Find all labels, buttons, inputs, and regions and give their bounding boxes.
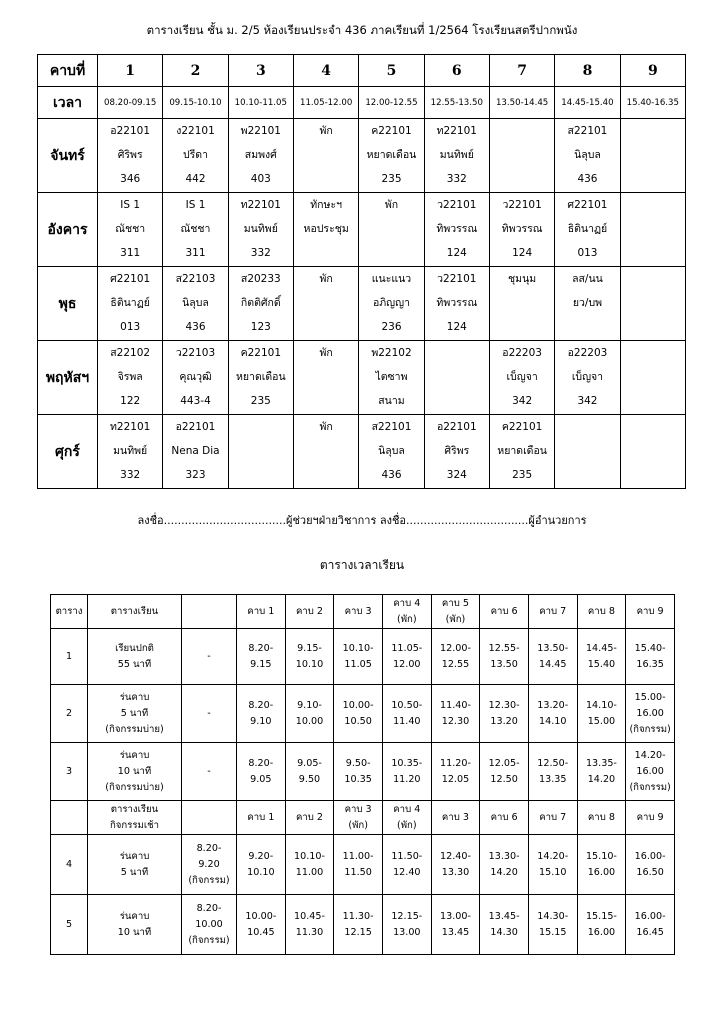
schedule-cell — [424, 193, 489, 267]
cell-line: 013 — [120, 321, 141, 333]
period-range: 9.20- 10.10 — [237, 835, 286, 895]
cell-line: ยว/บพ — [572, 297, 603, 309]
cell-line: นิลุบล — [378, 445, 405, 457]
schedule-cell — [163, 193, 228, 267]
schedule-cell — [293, 119, 358, 193]
cell-line: 124 — [446, 247, 467, 259]
period-header: คาบ 6 — [480, 595, 529, 629]
period-header — [182, 595, 237, 629]
cell-line: หยาดเดือน — [366, 149, 417, 161]
schedule-cell — [620, 193, 685, 267]
day-row — [38, 341, 686, 415]
period-header: คาบ 8 — [577, 595, 626, 629]
period-header: คาบ 6 — [480, 801, 529, 835]
cell-line: 324 — [446, 469, 467, 481]
cell-line: 332 — [120, 469, 141, 481]
cell-line: คุณวุฒิ — [179, 371, 212, 383]
cell-line: จิรพล — [117, 371, 143, 383]
cell-line: ชุมนุม — [508, 273, 537, 285]
pre-activity: - — [182, 685, 237, 743]
schedule-cell — [163, 415, 228, 489]
day-name: ศุกร์ — [38, 415, 98, 489]
cell-line: ศ22101 — [110, 273, 151, 285]
schedule-cell — [98, 193, 163, 267]
cell-line: 323 — [185, 469, 206, 481]
period-range: 13.30- 14.20 — [480, 835, 529, 895]
period-range: 13.20- 14.10 — [528, 685, 577, 743]
day-name: พฤหัสฯ — [38, 341, 98, 415]
period-range: 15.40- 16.35 — [626, 629, 675, 685]
schedule-type: ร่นคาบ 5 นาที (กิจกรรมบ่าย) — [88, 685, 182, 743]
header-row — [38, 55, 686, 87]
schedule-cell — [163, 267, 228, 341]
cell-line: 124 — [446, 321, 467, 333]
period-header: คาบ 7 — [528, 595, 577, 629]
time-data-row — [51, 685, 675, 743]
period-header: คาบ 2 — [285, 595, 334, 629]
cell-line: IS 1 — [185, 199, 206, 211]
cell-line: ทิพวรรณ — [436, 223, 478, 235]
period-range: 14.20- 15.10 — [528, 835, 577, 895]
time-data-row — [51, 835, 675, 895]
period-range: 11.05- 12.00 — [382, 629, 431, 685]
period-time: 13.50-14.45 — [489, 87, 554, 119]
period-range: 11.40- 12.30 — [431, 685, 480, 743]
cell-line: อภิญญา — [372, 297, 410, 309]
row-number: 3 — [51, 743, 88, 801]
cell-line: ว22101 — [502, 199, 542, 211]
cell-line: อ22203 — [502, 347, 542, 359]
period-header: คาบ 3 (พัก) — [334, 801, 383, 835]
schedule-cell — [424, 341, 489, 415]
period-time: 15.40-16.35 — [620, 87, 685, 119]
cell-line: 124 — [512, 247, 533, 259]
time-data-row — [51, 895, 675, 955]
blank-cell — [51, 801, 88, 835]
cell-line: หยาดเดือน — [235, 371, 286, 383]
period-header: คาบ 9 — [626, 801, 675, 835]
cell-line: Nena Dia — [171, 445, 220, 457]
period-range: 8.20- 9.15 — [237, 629, 286, 685]
schedule-cell — [293, 193, 358, 267]
schedule-cell — [359, 415, 424, 489]
row-number: 1 — [51, 629, 88, 685]
period-time: 08.20-09.15 — [98, 87, 163, 119]
cell-line: ท22101 — [110, 421, 151, 433]
period-header: คาบ 3 — [334, 595, 383, 629]
period-range: 16.00- 16.45 — [626, 895, 675, 955]
cell-line: อ22203 — [567, 347, 608, 359]
cell-line: ทิพวรรณ — [436, 297, 478, 309]
cell-line: ว22101 — [437, 199, 477, 211]
cell-line: ทักษะฯ — [310, 199, 343, 211]
period-range: 16.00- 16.50 — [626, 835, 675, 895]
period-header: คาบ 4 (พัก) — [382, 595, 431, 629]
period-range: 12.50- 13.35 — [528, 743, 577, 801]
period-range: 11.30- 12.15 — [334, 895, 383, 955]
cell-line: 436 — [185, 321, 206, 333]
time-header-row — [51, 801, 675, 835]
pre-activity: 8.20- 10.00 (กิจกรรม) — [182, 895, 237, 955]
period-range: 8.20- 9.10 — [237, 685, 286, 743]
day-name: อังคาร — [38, 193, 98, 267]
period-range: 13.45- 14.30 — [480, 895, 529, 955]
day-row — [38, 415, 686, 489]
period-range: 11.20- 12.05 — [431, 743, 480, 801]
cell-line: พัก — [319, 347, 333, 359]
period-range: 15.10- 16.00 — [577, 835, 626, 895]
period-header: คาบ 8 — [577, 801, 626, 835]
cell-line: 342 — [512, 395, 533, 407]
cell-line: อ22101 — [436, 421, 477, 433]
day-name: พุธ — [38, 267, 98, 341]
pre-activity: 8.20- 9.20 (กิจกรรม) — [182, 835, 237, 895]
period-header: คาบ 9 — [626, 595, 675, 629]
cell-line: ณัชชา — [115, 223, 146, 235]
period-range: 10.00- 10.50 — [334, 685, 383, 743]
time-data-row — [51, 743, 675, 801]
period-header: คาบ 3 — [431, 801, 480, 835]
cell-line: ทิพวรรณ — [501, 223, 543, 235]
cell-line: 311 — [185, 247, 206, 259]
cell-line: ธิตินาฏย์ — [110, 297, 150, 309]
cell-line: ปรีดา — [182, 149, 208, 161]
cell-line: ลส/นน — [572, 273, 603, 285]
schedule-cell — [163, 341, 228, 415]
cell-line: พ22102 — [371, 347, 412, 359]
cell-line: พ22101 — [240, 125, 281, 137]
day-row — [38, 267, 686, 341]
cell-line: 235 — [250, 395, 271, 407]
period-time-table — [50, 594, 675, 955]
period-range: 12.15- 13.00 — [382, 895, 431, 955]
cell-line: ไตซาพ — [375, 371, 408, 383]
cell-line: 342 — [577, 395, 598, 407]
period-range: 10.00- 10.45 — [237, 895, 286, 955]
pre-activity: - — [182, 629, 237, 685]
schedule-cell — [228, 119, 293, 193]
cell-line: 332 — [250, 247, 271, 259]
period-header: คาบ 7 — [528, 801, 577, 835]
period-range: 14.20- 16.00 (กิจกรรม) — [626, 743, 675, 801]
schedule-cell — [98, 341, 163, 415]
period-range: 10.50- 11.40 — [382, 685, 431, 743]
schedule-cell — [359, 193, 424, 267]
period-number: 2 — [163, 55, 228, 87]
cell-line: ส22101 — [371, 421, 412, 433]
period-time: 09.15-10.10 — [163, 87, 228, 119]
cell-line: ค22101 — [371, 125, 412, 137]
schedule-cell — [424, 119, 489, 193]
schedule-cell — [555, 119, 620, 193]
cell-line: อ22101 — [175, 421, 216, 433]
cell-line: 013 — [577, 247, 598, 259]
cell-line: 436 — [577, 173, 598, 185]
cell-line: สนาม — [378, 395, 405, 407]
schedule-type-header: ตารางเรียน กิจกรรมเช้า — [88, 801, 182, 835]
schedule-cell — [555, 341, 620, 415]
signature-line: ลงชื่อ...................................ผู้ช่วยฯฝ่ายวิชาการ ลงชื่อ...................................ผู้อำนวยการ — [137, 514, 587, 527]
cell-line: ค22101 — [501, 421, 543, 433]
time-label: เวลา — [38, 87, 98, 119]
schedule-cell — [489, 119, 554, 193]
schedule-cell — [555, 193, 620, 267]
day-name: จันทร์ — [38, 119, 98, 193]
schedule-cell — [620, 119, 685, 193]
cell-line: หยาดเดือน — [497, 445, 547, 457]
cell-line: มนทิพย์ — [243, 223, 278, 235]
period-number: 6 — [424, 55, 489, 87]
cell-line: อ22101 — [110, 125, 151, 137]
schedule-type-header: ตารางเรียน — [88, 595, 182, 629]
cell-line: 443-4 — [180, 395, 211, 407]
schedule-cell — [293, 415, 358, 489]
period-number: 4 — [293, 55, 358, 87]
schedule-cell — [293, 267, 358, 341]
period-range: 11.00- 11.50 — [334, 835, 383, 895]
schedule-cell — [489, 267, 554, 341]
period-range: 12.00- 12.55 — [431, 629, 480, 685]
period-number: 8 — [555, 55, 620, 87]
period-header: คาบ 5 (พัก) — [431, 595, 480, 629]
period-header: คาบ 1 — [237, 801, 286, 835]
cell-line: ศิริพร — [444, 445, 470, 457]
class-schedule-table — [37, 54, 686, 489]
cell-line: ท22101 — [240, 199, 281, 211]
period-range: 10.10- 11.05 — [334, 629, 383, 685]
schedule-type: ร่นคาบ 5 นาที — [88, 835, 182, 895]
schedule-type: เรียนปกติ 55 นาที — [88, 629, 182, 685]
cell-line: หอประชุม — [303, 223, 349, 235]
period-range: 12.05- 12.50 — [480, 743, 529, 801]
cell-line: ง22101 — [176, 125, 215, 137]
period-range: 9.05- 9.50 — [285, 743, 334, 801]
cell-line: 403 — [250, 173, 271, 185]
cell-line: ค22101 — [240, 347, 282, 359]
cell-line: ว22103 — [175, 347, 216, 359]
cell-line: เบ็ญจา — [506, 371, 538, 383]
period-range: 13.35- 14.20 — [577, 743, 626, 801]
cell-line: พัก — [384, 199, 399, 211]
pre-activity: - — [182, 743, 237, 801]
row-number: 4 — [51, 835, 88, 895]
period-number: 1 — [98, 55, 163, 87]
cell-line: พัก — [319, 125, 333, 137]
period-range: 12.40- 13.30 — [431, 835, 480, 895]
schedule-cell — [555, 415, 620, 489]
period-range: 14.30- 15.15 — [528, 895, 577, 955]
schedule-cell — [98, 119, 163, 193]
period-label: คาบที่ — [38, 55, 98, 87]
row-number: 2 — [51, 685, 88, 743]
period-header: คาบ 4 (พัก) — [382, 801, 431, 835]
cell-line: นิลุบล — [182, 297, 209, 309]
period-header — [182, 801, 237, 835]
cell-line: 123 — [250, 321, 271, 333]
cell-line: 436 — [381, 469, 402, 481]
schedule-cell — [293, 341, 358, 415]
cell-line: 235 — [512, 469, 533, 481]
time-header-row — [51, 595, 675, 629]
schedule-cell — [620, 341, 685, 415]
cell-line: มนทิพย์ — [113, 445, 148, 457]
period-range: 9.15- 10.10 — [285, 629, 334, 685]
period-range: 13.50- 14.45 — [528, 629, 577, 685]
row-number: 5 — [51, 895, 88, 955]
time-data-row — [51, 629, 675, 685]
cell-line: สมพงศ์ — [244, 149, 277, 161]
period-range: 9.50- 10.35 — [334, 743, 383, 801]
schedule-cell — [359, 267, 424, 341]
cell-line: 346 — [120, 173, 141, 185]
cell-line: นิลุบล — [574, 149, 601, 161]
schedule-cell — [489, 341, 554, 415]
time-row — [38, 87, 686, 119]
schedule-cell — [489, 193, 554, 267]
cell-line: กิตติศักดิ์ — [240, 297, 281, 309]
schedule-cell — [228, 193, 293, 267]
schedule-cell — [163, 119, 228, 193]
period-time: 14.45-15.40 — [555, 87, 620, 119]
schedule-cell — [620, 267, 685, 341]
period-range: 12.30- 13.20 — [480, 685, 529, 743]
cell-line: IS 1 — [120, 199, 141, 211]
cell-line: ท22101 — [436, 125, 477, 137]
day-row — [38, 193, 686, 267]
cell-line: ส20233 — [240, 273, 281, 285]
schedule-cell — [359, 341, 424, 415]
cell-line: 122 — [120, 395, 141, 407]
schedule-cell — [620, 415, 685, 489]
schedule-type: ร่นคาบ 10 นาที (กิจกรรมบ่าย) — [88, 743, 182, 801]
schedule-cell — [424, 415, 489, 489]
cell-line: 236 — [381, 321, 402, 333]
period-range: 15.00- 16.00 (กิจกรรม) — [626, 685, 675, 743]
period-time: 12.55-13.50 — [424, 87, 489, 119]
period-range: 10.10- 11.00 — [285, 835, 334, 895]
period-range: 9.10- 10.00 — [285, 685, 334, 743]
cell-line: เบ็ญจา — [571, 371, 604, 383]
schedule-cell — [489, 415, 554, 489]
period-range: 15.15- 16.00 — [577, 895, 626, 955]
cell-line: 442 — [185, 173, 206, 185]
cell-line: ศ22101 — [567, 199, 608, 211]
cell-line: ศิริพร — [117, 149, 143, 161]
cell-line: พัก — [319, 273, 333, 285]
cell-line: ส22103 — [175, 273, 216, 285]
period-time: 10.10-11.05 — [228, 87, 293, 119]
cell-line: พัก — [319, 421, 333, 433]
cell-line: 332 — [446, 173, 467, 185]
period-time: 12.00-12.55 — [359, 87, 424, 119]
cell-line: มนทิพย์ — [439, 149, 474, 161]
table-corner: ตาราง — [51, 595, 88, 629]
cell-line: ธิตินาฏย์ — [567, 223, 608, 235]
period-time: 11.05-12.00 — [293, 87, 358, 119]
period-number: 7 — [489, 55, 554, 87]
schedule-cell — [98, 415, 163, 489]
cell-line: ส22101 — [567, 125, 608, 137]
schedule-cell — [98, 267, 163, 341]
period-range: 10.45- 11.30 — [285, 895, 334, 955]
cell-line: แนะแนว — [371, 273, 412, 285]
period-range: 10.35- 11.20 — [382, 743, 431, 801]
period-range: 14.45- 15.40 — [577, 629, 626, 685]
day-row — [38, 119, 686, 193]
period-number: 5 — [359, 55, 424, 87]
period-number: 9 — [620, 55, 685, 87]
cell-line: 311 — [120, 247, 141, 259]
period-header: คาบ 2 — [285, 801, 334, 835]
schedule-cell — [228, 415, 293, 489]
schedule-cell — [424, 267, 489, 341]
period-number: 3 — [228, 55, 293, 87]
cell-line: ว22101 — [437, 273, 477, 285]
page-title: ตารางเรียน ชั้น ม. 2/5 ห้องเรียนประจำ 436 ภาคเรียนที่ 1/2564 โรงเรียนสตรีปากพนัง — [146, 23, 578, 37]
schedule-type: ร่นคาบ 10 นาที — [88, 895, 182, 955]
cell-line: ณัชชา — [180, 223, 211, 235]
period-header: คาบ 1 — [237, 595, 286, 629]
period-range: 8.20- 9.05 — [237, 743, 286, 801]
time-table-title: ตารางเวลาเรียน — [319, 558, 405, 572]
schedule-cell — [228, 267, 293, 341]
period-range: 11.50- 12.40 — [382, 835, 431, 895]
schedule-cell — [359, 119, 424, 193]
schedule-cell — [228, 341, 293, 415]
cell-line: 235 — [381, 173, 402, 185]
period-range: 12.55- 13.50 — [480, 629, 529, 685]
period-range: 13.00- 13.45 — [431, 895, 480, 955]
cell-line: ส22102 — [110, 347, 151, 359]
schedule-cell — [555, 267, 620, 341]
period-range: 14.10- 15.00 — [577, 685, 626, 743]
